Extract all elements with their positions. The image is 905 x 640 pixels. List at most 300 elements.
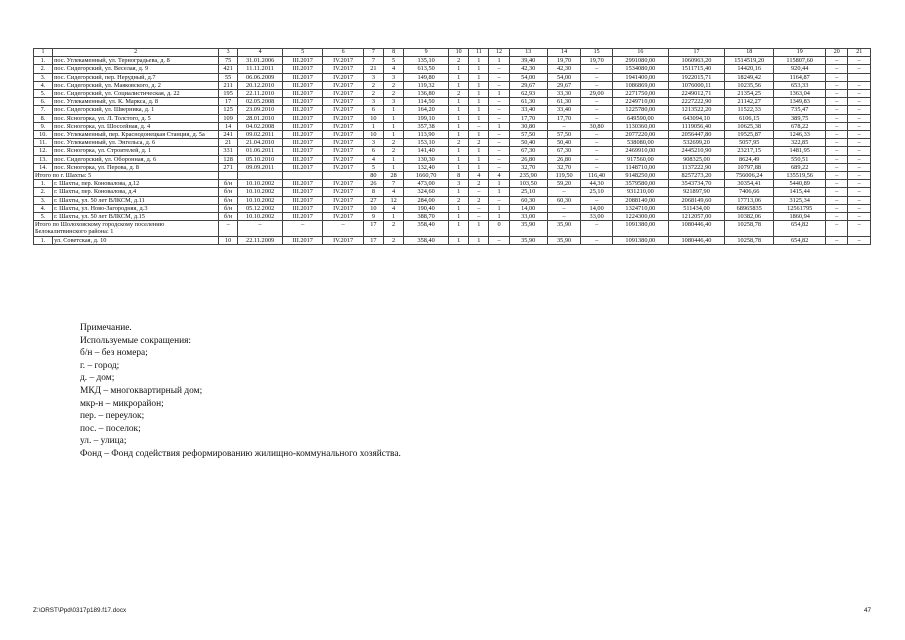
table-cell: 113,90 [404,131,449,139]
table-cell: – [547,204,581,212]
table-cell: 17 [219,98,238,106]
table-cell: 09.02.2011 [238,131,283,139]
table-cell: – [826,172,848,180]
table-cell: 31.01.2006 [238,57,283,65]
table-cell: – [848,98,871,106]
table-cell: III.2017 [283,114,323,122]
table-cell: IV.2017 [323,213,363,221]
table-cell: 2469910,00 [612,147,668,155]
table-cell: 7 [363,57,383,65]
table-cell: 130,30 [404,155,449,163]
table-row [34,155,871,163]
table-cell: 10258,78 [725,236,774,244]
table-cell: IV.2017 [323,57,363,65]
table-cell: 2 [384,139,404,147]
table-cell: 1 [384,131,404,139]
table-cell: 1 [469,98,489,106]
table-cell: 12561795 [774,204,826,212]
table-cell: 6. [34,98,53,106]
table-cell [238,172,283,180]
table-cell: 1514519,20 [725,57,774,65]
table-row [34,81,871,89]
table-cell: 10 [363,204,383,212]
table-cell: пос. Углекаменный, пер. Краснодонецкая Станция, д. 5а [53,131,219,139]
table-cell: 6 [323,49,363,57]
table-cell: 10382,06 [725,213,774,221]
table-cell: 4 [384,65,404,73]
table-cell: 3 [384,73,404,81]
table-cell: IV.2017 [323,122,363,130]
table-cell: 654,82 [774,236,826,244]
table-cell: 2 [384,147,404,155]
table-cell: 1 [469,114,489,122]
table-cell: 3 [363,73,383,81]
table-cell: IV.2017 [323,81,363,89]
table-row [34,122,871,130]
table-cell: 14 [547,49,581,57]
table-cell: 6106,15 [725,114,774,122]
table-cell: 2227222,90 [668,98,724,106]
table-cell: III.2017 [283,73,323,81]
table-cell: – [826,98,848,106]
table-cell: 1 [34,49,53,57]
table-cell: 1324710,00 [612,204,668,212]
table-cell: III.2017 [283,204,323,212]
table-cell: 2 [384,90,404,98]
table-cell: 57,50 [509,131,547,139]
table-cell: – [489,81,509,89]
table-cell: 2271750,00 [612,90,668,98]
table-cell: 8 [449,172,469,180]
table-cell: 2445210,90 [668,147,724,155]
table-cell: 1 [449,81,469,89]
table-cell: 2 [469,196,489,204]
table-cell: 756006,24 [725,172,774,180]
table-cell: – [489,139,509,147]
table-cell: 103,50 [509,180,547,188]
table-cell: 1 [469,236,489,244]
table-cell: III.2017 [283,98,323,106]
table-cell: 11.11.2011 [238,65,283,73]
table-cell: – [469,188,489,196]
table-cell: 389,75 [774,114,826,122]
table-cell: 1 [489,180,509,188]
table-cell: IV.2017 [323,155,363,163]
table-cell: – [826,106,848,114]
table-cell: 05.12.2002 [238,204,283,212]
table-cell: 1 [384,155,404,163]
table-cell: 284,00 [404,196,449,204]
table-cell: 1086869,00 [612,81,668,89]
table-cell: – [826,221,848,236]
table-cell: 44,30 [581,180,612,188]
table-cell: – [848,172,871,180]
table-cell: – [848,221,871,236]
table-cell: – [848,163,871,171]
table-cell: IV.2017 [323,147,363,155]
table-cell: б/н [219,213,238,221]
table-cell: 04.02.2008 [238,122,283,130]
table-cell: 550,51 [774,155,826,163]
table-cell: г. Шахты, ул. Ново-Загородняя, д.3 [53,204,219,212]
table-cell: III.2017 [283,65,323,73]
table-cell: – [848,81,871,89]
table-cell: – [581,73,612,81]
table-cell: 1080446,40 [668,221,724,236]
table-cell: – [826,139,848,147]
table-cell: – [848,204,871,212]
table-cell: 921897,90 [668,188,724,196]
table-cell: 35,90 [509,221,547,236]
table-cell: 4. [34,81,53,89]
table-cell: 29,00 [581,90,612,98]
table-cell: 1 [384,163,404,171]
table-cell: 0 [489,221,509,236]
table-cell: III.2017 [283,213,323,221]
table-cell: 3 [363,139,383,147]
table-cell: – [469,213,489,221]
table-cell: 20.12.2010 [238,81,283,89]
table-cell: 7 [384,180,404,188]
table-row [34,204,871,212]
table-cell: IV.2017 [323,139,363,147]
table-row [34,180,871,188]
abbreviation-item: Фонд – Фонд содействия реформированию жилищно-коммунального хозяйства. [80,448,401,459]
table-cell: 26,80 [509,155,547,163]
table-cell: 1 [449,163,469,171]
table-cell: 190,40 [404,204,449,212]
table-cell: 26,80 [547,155,581,163]
table-cell: 1 [449,106,469,114]
table-cell: 60,30 [547,196,581,204]
table-cell: 4. [34,204,53,212]
table-cell: 358,40 [404,236,449,244]
table-cell: 388,70 [404,213,449,221]
table-cell: 15 [581,49,612,57]
table-cell: 149,80 [404,73,449,81]
table-cell: – [848,236,871,244]
table-cell: – [489,114,509,122]
table-cell: 2 [449,57,469,65]
table-cell: 1 [449,65,469,73]
table-cell: 9148250,00 [612,172,668,180]
table-cell: – [826,155,848,163]
table-cell: 14420,16 [725,65,774,73]
table-cell: IV.2017 [323,106,363,114]
table-cell: 10 [363,114,383,122]
table-cell: – [848,213,871,221]
table-cell: – [826,204,848,212]
table-cell: г. Шахты, пер. Коновалова, д.12 [53,180,219,188]
table-cell: 125 [219,106,238,114]
table-cell: 14. [34,163,53,171]
table-cell: – [826,131,848,139]
table-cell: 61,30 [509,98,547,106]
table-cell: 5440,89 [774,180,826,188]
table-cell: 1 [384,114,404,122]
table-cell: IV.2017 [323,236,363,244]
table-cell: 26 [363,180,383,188]
table-cell: III.2017 [283,81,323,89]
abbreviation-item: б/н – без номера; [80,348,148,359]
table-cell: 21 [219,139,238,147]
table-cell: 11 [469,49,489,57]
table-cell: 27 [363,196,383,204]
table-cell: 75 [219,57,238,65]
table-cell: 678,22 [774,122,826,130]
table-cell: 473,00 [404,180,449,188]
table-cell: 19,70 [581,57,612,65]
table-cell: – [469,122,489,130]
table-cell: – [826,114,848,122]
table-cell: 1 [469,65,489,73]
table-cell: 2088140,00 [612,196,668,204]
table-cell: 2. [34,188,53,196]
table-cell: 132,40 [404,163,449,171]
table-cell: 1 [449,204,469,212]
table-cell: 17,70 [547,114,581,122]
table-cell: 54,00 [547,73,581,81]
table-cell: 1224300,00 [612,213,668,221]
table-cell: 22.11.2010 [238,90,283,98]
table-cell: 115807,60 [774,57,826,65]
table-row [34,236,871,244]
table-cell: 35,90 [547,236,581,244]
table-cell: 23217,15 [725,147,774,155]
table-cell: 1225780,00 [612,106,668,114]
table-cell: пос. Углекаменный, ул. К. Маркса, д. 8 [53,98,219,106]
table-cell: 1 [469,163,489,171]
table-cell: 1 [449,73,469,81]
table-cell: 2 [469,139,489,147]
table-row [34,188,871,196]
table-cell: 4 [384,204,404,212]
table-cell: 10235,56 [725,81,774,89]
table-cell: 32,70 [509,163,547,171]
table-cell: пос. Ясногорка, ул. Шоссейная, д. 4 [53,122,219,130]
table-cell: 18249,42 [725,73,774,81]
table-cell: 10.10.2002 [238,196,283,204]
table-cell: 10 [363,131,383,139]
table-cell: – [848,131,871,139]
table-cell: 8 [384,49,404,57]
table-cell: 3543734,70 [668,180,724,188]
table-cell: III.2017 [283,196,323,204]
table-cell: 1 [489,57,509,65]
table-cell: 1 [469,106,489,114]
table-cell: 164,20 [404,106,449,114]
table-cell: 10 [219,236,238,244]
table-cell: – [547,213,581,221]
table-cell: пос. Сидегорский, ул. Веселая, д. 9 [53,65,219,73]
table-cell: 649590,00 [612,114,668,122]
table-row [34,73,871,81]
table-cell: 2 [363,90,383,98]
table-cell: 322,85 [774,139,826,147]
table-cell: 1 [449,114,469,122]
table-cell: 908325,00 [668,155,724,163]
table-cell: 1148710,00 [612,163,668,171]
table-cell: 33,30 [547,90,581,98]
table-cell: – [826,188,848,196]
table-cell: IV.2017 [323,90,363,98]
table-cell: 1212057,00 [668,213,724,221]
table-cell: пос. Сидегорский, ул. Маяковского, д. 2 [53,81,219,89]
table-cell: 2 [449,139,469,147]
table-cell: 09.09.2011 [238,163,283,171]
table-cell: 1 [449,213,469,221]
table-cell: 8. [34,114,53,122]
table-cell: 5. [34,213,53,221]
table-cell: 1213522,20 [668,106,724,114]
table-cell: 5 [384,57,404,65]
table-cell: – [489,98,509,106]
abbreviation-item: д. – дом; [80,373,115,384]
table-cell: 1 [384,106,404,114]
table-cell: 2 [384,221,404,236]
table-cell: 1 [469,73,489,81]
table-cell: IV.2017 [323,180,363,188]
table-cell: III.2017 [283,57,323,65]
table-cell: 33,40 [547,106,581,114]
table-cell: 1 [489,188,509,196]
table-cell: 114,50 [404,98,449,106]
table-row [34,139,871,147]
table-cell: 10258,78 [725,221,774,236]
table-cell: 21 [363,65,383,73]
table-cell: – [489,236,509,244]
table-cell: 1119056,40 [668,122,724,130]
table-cell: 5 [283,49,323,57]
table-cell: 1 [469,221,489,236]
table-cell: 13 [509,49,547,57]
table-cell: пос. Сидегорский, ул. Оборонная, д. 6 [53,155,219,163]
table-cell: III.2017 [283,236,323,244]
table-cell: 1 [489,122,509,130]
table-cell: 05.10.2010 [238,155,283,163]
table-cell: 3 [384,98,404,106]
table-cell: 68965835 [725,204,774,212]
table-cell: 1 [489,213,509,221]
table-cell: 1 [469,90,489,98]
table-cell: 2249710,00 [612,98,668,106]
table-cell: пос. Сидегорский, ул. Социалистическая, д. 22 [53,90,219,98]
table-cell: – [489,147,509,155]
table-cell: – [547,122,581,130]
table-cell: 1 [449,221,469,236]
table-cell: 62,93 [509,90,547,98]
table-cell: IV.2017 [323,131,363,139]
table-cell: 17 [668,49,724,57]
table-cell: 7. [34,106,53,114]
table-cell: 21.04.2010 [238,139,283,147]
table-cell: – [848,122,871,130]
table-cell: 1 [449,122,469,130]
table-cell: 235,90 [509,172,547,180]
table-cell: – [283,221,323,236]
table-cell: б/н [219,188,238,196]
table-cell: 1481,95 [774,147,826,155]
table-cell: 60,30 [509,196,547,204]
table-cell: 1 [449,98,469,106]
table-cell: 12 [489,49,509,57]
table-cell: 3. [34,196,53,204]
table-cell: 128 [219,155,238,163]
table-row [34,196,871,204]
table-cell: III.2017 [283,90,323,98]
table-cell: 1 [449,147,469,155]
table-cell: 4 [384,188,404,196]
table-cell: 10625,38 [725,122,774,130]
table-cell: III.2017 [283,180,323,188]
table-cell: 50,40 [509,139,547,147]
abbreviation-item: МКД – многоквартирный дом; [80,385,203,396]
table-cell: 5. [34,90,53,98]
table-cell: 1060963,20 [668,57,724,65]
table-cell: 689,22 [774,163,826,171]
table-cell: Итого по г. Шахты: 5 [34,172,219,180]
table-cell: – [848,180,871,188]
table-cell: 29,67 [547,81,581,89]
table-cell: 1 [469,155,489,163]
table-row [34,131,871,139]
table-cell: г. Шахты, ул. 50 лет ВЛКСМ, д.15 [53,213,219,221]
table-cell: 14,00 [581,204,612,212]
table-cell: 141,40 [404,147,449,155]
table-cell: 4 [238,49,283,57]
table-cell: 7406,66 [725,188,774,196]
table-cell: 1. [34,57,53,65]
table-cell: 06.06.2009 [238,73,283,81]
table-cell: – [848,155,871,163]
table-cell: 35,90 [509,236,547,244]
table-cell: – [581,163,612,171]
table-cell: – [848,57,871,65]
table-cell: IV.2017 [323,73,363,81]
table-cell: 1. [34,180,53,188]
subtotal-row [34,221,871,236]
table-cell: 33,40 [509,106,547,114]
table-cell: 7 [363,49,383,57]
table-cell: – [581,98,612,106]
table-cell: – [489,155,509,163]
table-cell: 80 [363,172,383,180]
table-row [34,163,871,171]
table-cell: – [826,213,848,221]
table-cell: – [826,163,848,171]
table-cell: – [238,221,283,236]
table-cell: 3. [34,73,53,81]
table-row [34,106,871,114]
table-cell: пос. Ясногорка, ул. Перова, д. 8 [53,163,219,171]
table-cell: 1 [469,147,489,155]
notes-subtitle: Используемые сокращения: [80,335,192,346]
table-cell: IV.2017 [323,163,363,171]
table-cell: 30,80 [509,122,547,130]
table-cell: 18 [725,49,774,57]
table-cell: 01.06.2011 [238,147,283,155]
table-cell: 538080,00 [612,139,668,147]
table-cell: 30354,41 [725,180,774,188]
table-cell [848,73,871,81]
table-cell [283,172,323,180]
abbreviation-item: пер. – переулок; [80,411,145,422]
table-cell: IV.2017 [323,65,363,73]
table-cell: 14 [219,122,238,130]
table-cell: – [489,196,509,204]
table-row [34,147,871,155]
table-cell: 2 [469,180,489,188]
